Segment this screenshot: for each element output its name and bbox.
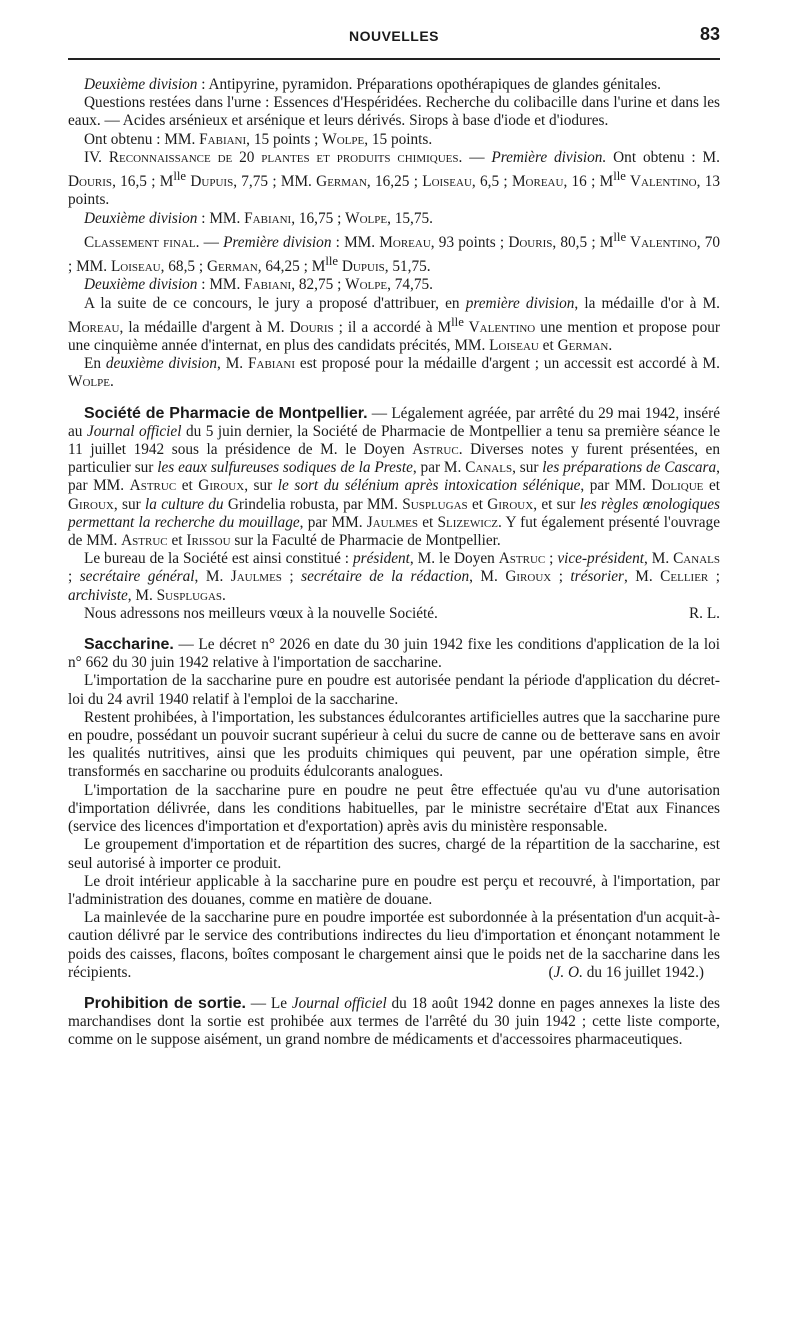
paragraph: Restent prohibées, à l'importation, les substances édulcorantes artificielles autres que la saccharine pure en poudre, possédant un pouvoir sucrant supérieur à celui du sucre de canne ou de betterave sans en avoir les qualités nutritives, ainsi que les produits chimiques qui peuvent, par une opération simple, être transformés en saccharine ou produits édulcorants analogues.	[68, 708, 720, 781]
source-citation: (J. O. du 16 juillet 1942.)	[548, 963, 704, 981]
paragraph: Nous adressons nos meilleurs vœux à la nouvelle Société. R. L.	[84, 604, 720, 622]
paragraph: Questions restées dans l'urne : Essences d'Hespéridées. Recherche du colibacille dans l'urine et dans les eaux. — Acides arsénieux et arsénique et leurs dérivés. Sirops à base d'iode et d'iodures.	[68, 94, 720, 130]
paragraph: Deuxième division : MM. Fabiani, 16,75 ; Wolpe, 15,75.	[84, 209, 433, 227]
paragraph: Classement final. — Première division : MM. Moreau, 93 points ; Douris, 80,5 ; $M^{lle}$ Valentino, 70 ; MM. Loiseau, 68,5 ; German, 64,25 ; $M^{lle}$ Dupuis, 51,75.	[68, 229, 720, 276]
paragraph: Le groupement d'importation et de répartition des sucres, chargé de la répartition de la saccharine, est seul autorisé à importer ce produit.	[68, 836, 720, 872]
paragraph: Deuxième division : Antipyrine, pyramidon. Préparations opothérapiques de glandes génitales.	[84, 76, 661, 93]
paragraph: Société de Pharmacie de Montpellier. — Légalement agréée, par arrêté du 29 mai 1942, inséré au Journal officiel du 5 juin dernier, la Société de Pharmacie de Montpellier a tenu sa première séance le 11 juillet 1942 sous la présidence de M. le Doyen Astruc. Diverses notes y furent présentées, en particulier sur les eaux sulfureuses sodiques de la Preste, par M. Canals, sur les préparations de Cascara, par MM. Astruc et Giroux, sur le sort du sélénium après intoxication sélénique, par MM. Dolique et Giroux, sur la culture du Grindelia robusta, par MM. Susplugas et Giroux, et sur les règles œnologiques permettant la recherche du mouillage, par MM. Jaulmes et Slizewicz. Y fut également présenté l'ouvrage de MM. Astruc et Irissou sur la Faculté de Pharmacie de Montpellier.	[68, 404, 721, 550]
paragraph: Ont obtenu : MM. Fabiani, 15 points ; Wolpe, 15 points.	[84, 130, 433, 148]
section-heading: Saccharine.	[84, 636, 174, 654]
paragraph: IV. Reconnaissance de 20 plantes et produits chimiques. — Première division. Ont obtenu : M. Douris, 16,5 ; $M^{lle}$ Dupuis, 7,75 ; MM. German, 16,25 ; Loiseau, 6,5 ; Moreau, 16 ; $M^{lle}$ Valentino, 13 points.	[68, 148, 720, 209]
paragraph: Prohibition de sortie. — Le Journal officiel du 18 août 1942 donne en pages annexes la liste des marchandises dont la sortie est prohibée aux termes de l'arrêté du 30 juin 1942 ; cette liste comporte, comme on le suppose aisément, un grand nombre de médicaments et d'accessoires pharmaceutiques.	[68, 994, 720, 1049]
paragraph: Le droit intérieur applicable à la saccharine pure en poudre est perçu et recouvré, à l'importation, par l'administration des douanes, comme en matière de douane.	[68, 872, 720, 908]
paragraph: En deuxième division, M. Fabiani est proposé pour la médaille d'argent ; un accessit est accordé à M. Wolpe.	[68, 355, 720, 391]
paragraph: A la suite de ce concours, le jury a proposé d'attribuer, en première division, la médaille d'or à M. Moreau, la médaille d'argent à M. Douris ; il a accordé à $M^{lle}$ Valentino une mention et propose pour une cinquième année d'internat, en plus des candidats précités, MM. Loiseau et German.	[68, 294, 720, 355]
header-rule	[68, 58, 720, 60]
paragraph: Deuxième division : MM. Fabiani, 82,75 ; Wolpe, 74,75.	[84, 276, 433, 294]
section-title: NOUVELLES	[348, 28, 440, 44]
paragraph: Saccharine. — Le décret n° 2026 en date du 30 juin 1942 fixe les conditions d'application de la loi n° 662 du 30 juin 1942 relative à l'importation de saccharine.	[68, 636, 720, 672]
section-heading: Prohibition de sortie.	[84, 994, 246, 1012]
running-header	[68, 22, 720, 54]
author-signature: R. L.	[688, 604, 720, 622]
paragraph: L'importation de la saccharine pure en poudre est autorisée pendant la période d'application du décret-loi du 24 avril 1940 relatif à l'emploi de la saccharine.	[68, 672, 720, 708]
page-number: 83	[699, 24, 720, 44]
paragraph: Le bureau de la Société est ainsi constitué : président, M. le Doyen Astruc ; vice-président, M. Canals ; secrétaire général, M. Jaulmes ; secrétaire de la rédaction, M. Giroux ; trésorier, M. Cellier ; archiviste, M. Susplugas.	[68, 550, 720, 604]
paragraph: L'importation de la saccharine pure en poudre ne peut être effectuée qu'au vu d'une autorisation d'importation délivrée, dans les conditions habituelles, par le ministre secrétaire d'Etat aux Finances (service des licences d'importation et d'exportation) après avis du ministère responsable.	[68, 781, 720, 836]
section-heading: Société de Pharmacie de Montpellier.	[84, 404, 368, 422]
article-body	[68, 76, 720, 1050]
paragraph: La mainlevée de la saccharine pure en poudre importée est subordonnée à la présentation d'un acquit-à-caution délivré par le service des contributions indirectes du lieu d'importation et énonçant notamment le poids des caisses, flacons, boîtes composant le chargement ainsi que le poids net de la saccharine dans les récipients. (J. O. du 16 juillet 1942.)	[68, 909, 720, 981]
